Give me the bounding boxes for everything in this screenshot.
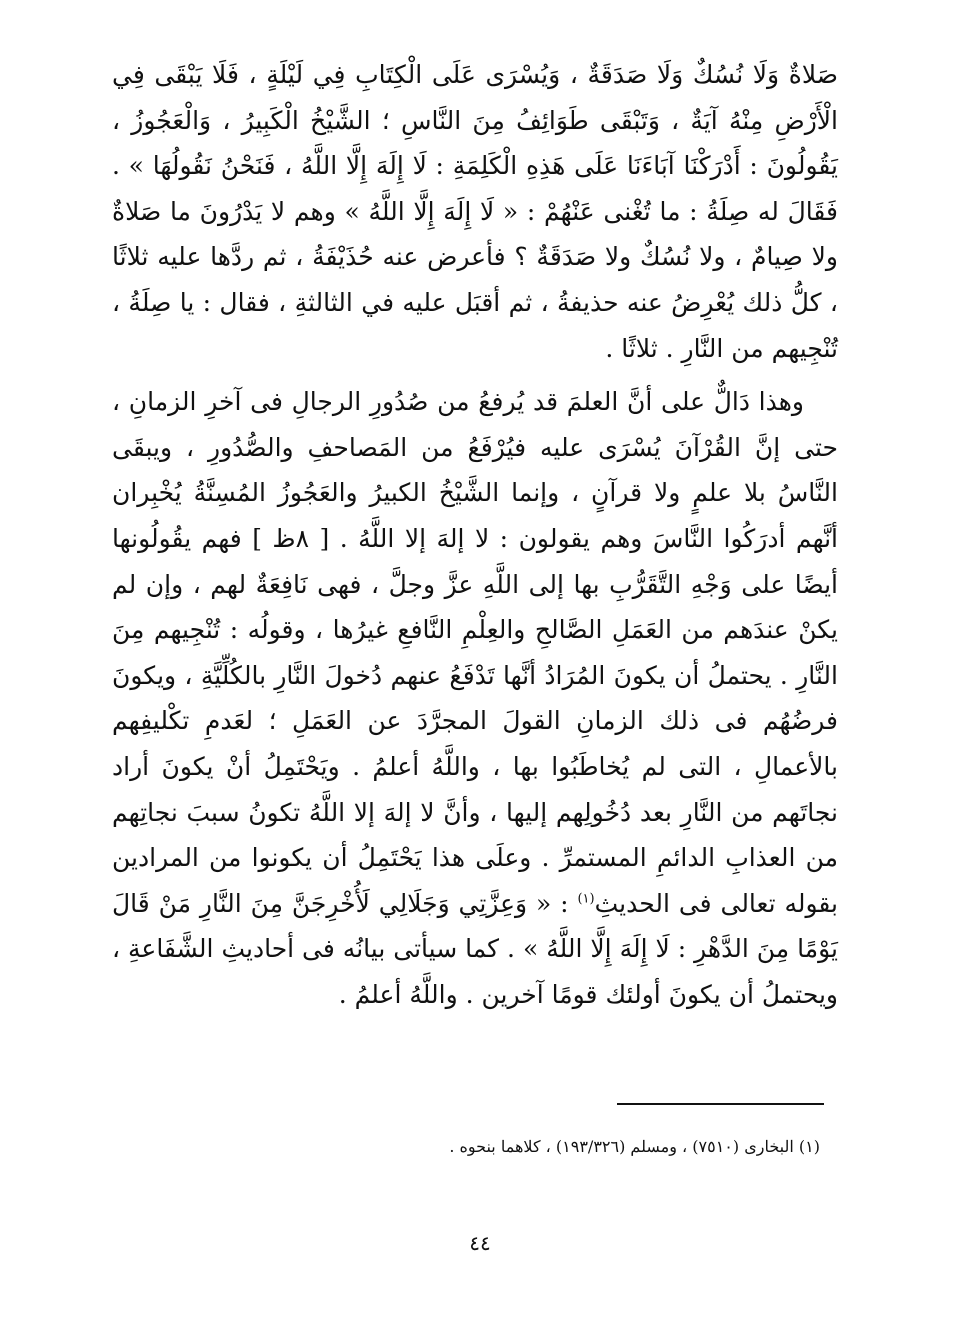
footnote-reference: (١) [577,891,595,907]
paragraph-2-continuation: : « وَعِزَّتِي وَجَلَالِي لَأُخْرِجَنَّ مِنَ النَّارِ مَنْ قَالَ يَوْمًا مِنَ الدَّهْرِ : لَا إِلَهَ إِلَّا اللَّهُ » . كما سيأتى بيانُه فى أحاديثِ الشَّفَاعةِ ، ويحتملُ أن يكونَ أولئك قومًا آخرين . واللَّهُ أعلمُ . [112,888,838,1009]
paragraph-2-text: وهذا دَالٌّ على أنَّ العلمَ قد يُرفعُ من صُدُورِ الرجالِ فى آخرِ الزمانِ ، حتى إنَّ القُرْآنَ يُسْرَى عليه فيُرْفَعُ من المَصاحفِ والصُّدُورِ ، ويبقَى النَّاسُ بلا علمٍ ولا قرآنٍ ، وإنما الشَّيْخُ الكبيرُ والعَجُوزُ المُسِنَّةُ يُخْبِران أنَّهم أدرَكُوا النَّاسَ وهم يقولون : لا إلهَ إلا اللَّهُ . [ ٨ظ ] فهم يقُولُونها أيضًا على وَجْهِ التَّقَرُّبِ بها إلى اللَّهِ عزَّ وجلَّ ، فهى نَافِعَةٌ لهم ، وإن لم يكنْ عندَهم من العَمَلِ الصَّالحِ والعِلْمِ النَّافعِ غيرُها ، وقولُه : تُنْجِيهم مِنَ النَّارِ . يحتملُ أن يكونَ المُرَادُ أنَّها تَدْفَعُ عنهم دُخولَ النَّارِ بالكُلِّيَّةِ ، ويكونَ فرضُهُم فى ذلك الزمانِ القولَ المجرَّدَ عن العَمَلِ ؛ لعَدمِ تكْليفِهم بالأعمالِ ، التى لم يُخاطَبُوا بها ، واللَّهُ أعلمُ . ويَحْتَمِلُ أنْ يكونَ أراد نجاتَهم من النَّارِ بعد دُخُولِهم إليها ، وأنَّ لا إلهَ إلا اللَّهُ تكونُ سببَ نجاتِهم من العذابِ الدائمِ المستمرِّ . وعلَى هذا يَحْتَمِلُ أن يكونوا من المرادين بقوله تعالى فى الحديثِ [112,387,838,918]
page-number: ٤٤ [469,1231,491,1255]
footnote-separator [617,1103,824,1105]
paragraph-1: صَلاةٌ وَلَا نُسُكٌ وَلَا صَدَقَةٌ ، وَيُسْرَى عَلَى الْكِتَابِ فِي لَيْلَةٍ ، فَلَا يَبْقَى فِي الْأَرْضِ مِنْهُ آيَةٌ ، وَتَبْقَى طَوَائِفُ مِنَ النَّاسِ ؛ الشَّيْخُ الْكَبِيرُ ، وَالْعَجُوزُ ، يَقُولُونَ : أَدْرَكْنَا آبَاءَنَا عَلَى هَذِهِ الْكَلِمَةِ : لَا إِلَهَ إِلَّا اللَّهُ ، فَنَحْنُ نَقُولُهَا » . فَقَالَ له صِلَةُ : ما تُغْنى عَنْهُمْ : « لَا إِلَهَ إِلَّا اللَّهُ » وهم لا يَدْرُونَ ما صَلاةٌ ولا صِيامٌ ، ولا نُسُكٌ ولا صَدَقَةٌ ؟ فأعرض عنه حُذَيْفَةُ ، ثم ردَّها عليه ثلاثًا ، كلُّ ذلك يُعْرِضُ عنه حذيفةُ ، ثم أقبَل عليه في الثالثةِ ، فقال : يا صِلَةُ ، تُنْجِيهم من النَّارِ . ثلاثًا . [112,60,838,363]
footnote: (١) البخارى (٧٥١٠) ، ومسلم (١٩٣/٣٢٦) ، كلاهما بنحوه . [449,1137,820,1156]
paragraph-2 [112,379,838,1017]
main-text [112,52,838,1017]
